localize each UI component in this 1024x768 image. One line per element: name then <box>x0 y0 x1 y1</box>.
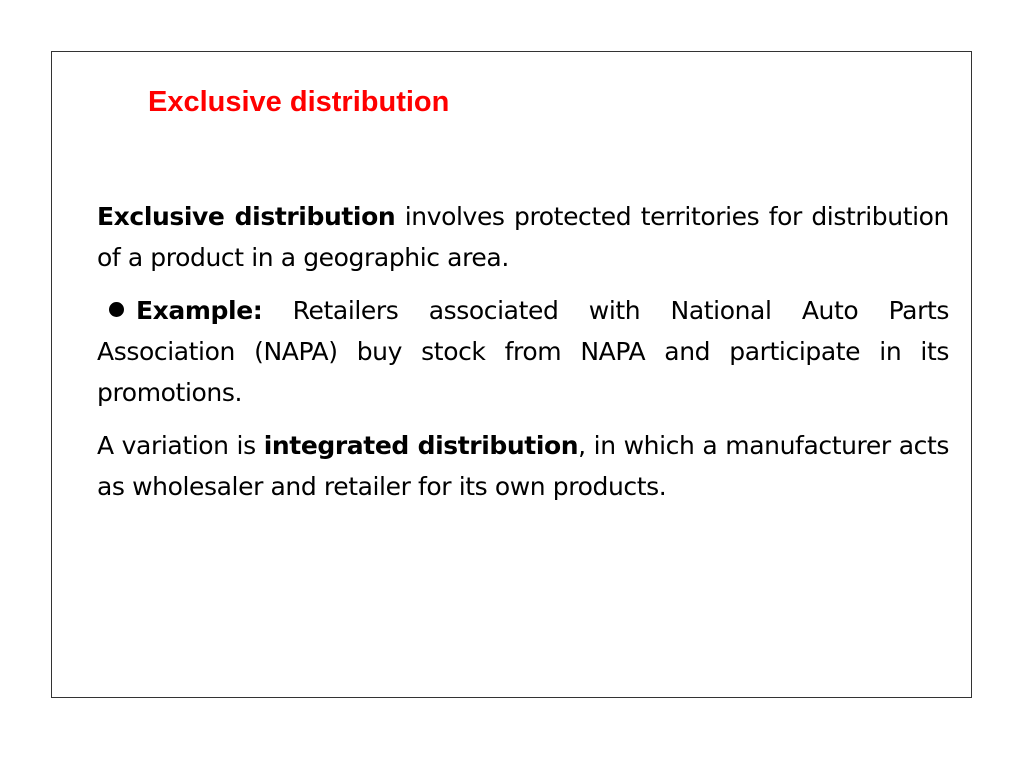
variation-text-after: , in which a manufacturer acts as wholesaler and retailer for its own products. <box>97 431 949 501</box>
slide-title: Exclusive distribution <box>148 86 450 118</box>
variation-text-before: A variation is <box>97 431 264 460</box>
paragraph-definition <box>97 196 949 278</box>
bold-term-exclusive-distribution: Exclusive distribution <box>97 202 396 231</box>
bold-term-integrated-distribution: integrated distribution <box>263 431 579 460</box>
slide-frame <box>51 51 972 698</box>
bullet-icon <box>109 302 124 317</box>
slide-body <box>97 196 949 519</box>
definition-text: involves protected territories for distribution of a product in a geographic area. <box>97 202 949 272</box>
example-label: Example: <box>136 296 263 325</box>
paragraph-variation <box>97 425 949 507</box>
example-text: Retailers associated with National Auto Parts Association (NAPA) buy stock from NAPA and participate in its promotions. <box>97 296 949 407</box>
paragraph-example <box>97 290 949 413</box>
